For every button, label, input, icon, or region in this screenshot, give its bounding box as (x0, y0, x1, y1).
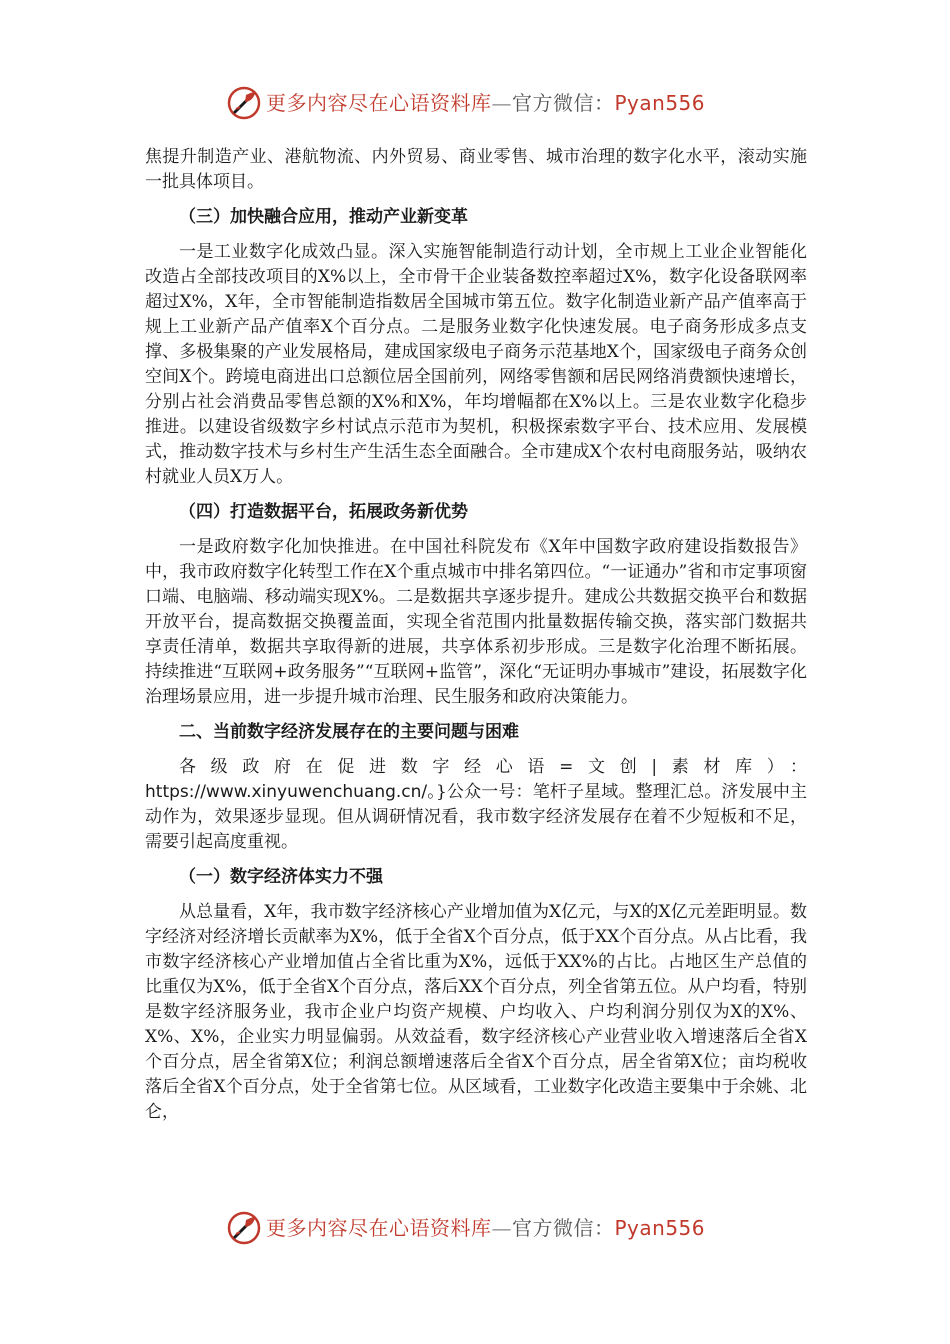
banner-title: 更多内容尽在心语资料库 (266, 91, 492, 115)
intro-text-a: 各级政府在促进数字经心语=文创|素材库）： (179, 757, 807, 777)
continued-paragraph: 焦提升制造产业、港航物流、内外贸易、商业零售、城市治理的数字化水平，滚动实施一批具体项目。 (145, 147, 807, 192)
banner-wechat-id: Pyan556 (614, 91, 706, 115)
footer-watermark-banner (0, 1208, 950, 1252)
banner-text (266, 1214, 705, 1242)
banner-wechat-id: Pyan556 (614, 1216, 706, 1240)
document-body (145, 145, 807, 1125)
paragraph-weak-strength: 从总量看，X年，我市数字经济核心产业增加值为X亿元，与X的X亿元差距明显。数字经济对经济增长贡献率为X%，低于全省X个百分点，低于XX个百分点。从占比看，我市数字经济核心产业增加值占全省比重为X%，远低于XX%的占比。占地区生产总值的比重仅为X%，低于全省X个百分点，落后XX个百分点，列全省第五位。从户均看，特别是数字经济服务业，我市企业户均资产规模、户均收入、户均利润分别仅为X的X%、X%、X%，企业实力明显偏弱。从效益看，数字经济核心产业营业收入增速落后全省X个百分点，居全省第X位；利润总额增速落后全省X个百分点，居全省第X位；亩均税收落后全省X个百分点，处于全省第七位。从区域看，工业数字化改造主要集中于余姚、北仑， (145, 902, 807, 1122)
chapter-heading-2: 二、当前数字经济发展存在的主要问题与困难 (179, 722, 519, 742)
section-heading-4: （四）打造数据平台，拓展政务新优势 (179, 502, 468, 522)
quill-logo-icon (226, 85, 262, 121)
source-url-link[interactable]: https://www.xinyuwenchuang.cn/ (145, 782, 428, 802)
banner-title: 更多内容尽在心语资料库 (266, 1216, 492, 1240)
banner-wechat-label: 官方微信： (512, 91, 615, 115)
paragraph-problems-intro (145, 755, 807, 855)
intro-text-b: 。}公众一号：笔杆子星域。整理汇总。济发展中主动作为，效果逐步显现。但从调研情况看，我市数字经济发展存在着不少短板和不足，需要引起高度重视。 (145, 782, 807, 852)
quill-logo-icon (226, 1210, 262, 1246)
banner-text (266, 89, 705, 117)
paragraph-industrial-digitalization: 一是工业数字化成效凸显。深入实施智能制造行动计划，全市规上工业企业智能化改造占全部技改项目的X%以上，全市骨干企业装备数控率超过X%，数字化设备联网率超过X%，X年，全市智能制造指数居全国城市第五位。数字化制造业新产品产值率高于规上工业新产品产值率X个百分点。二是服务业数字化快速发展。电子商务形成多点支撑、多极集聚的产业发展格局，建成国家级电子商务示范基地X个，国家级电子商务众创空间X个。跨境电商进出口总额位居全国前列，网络零售额和居民网络消费额快速增长，分别占社会消费品零售总额的X%和X%，年均增幅都在X%以上。三是农业数字化稳步推进。以建设省级数字乡村试点示范市为契机，积极探索数字平台、技术应用、发展模式，推动数字技术与乡村生产生活生态全面融合。全市建成X个农村电商服务站，吸纳农村就业人员X万人。 (145, 242, 807, 487)
paragraph-government-digitalization: 一是政府数字化加快推进。在中国社科院发布《X年中国数字政府建设指数报告》中，我市政府数字化转型工作在X个重点城市中排名第四位。“一证通办”省和市定事项窗口端、电脑端、移动端实现X%。二是数据共享逐步提升。建成公共数据交换平台和数据开放平台，提高数据交换覆盖面，实现全省范围内批量数据传输交换，落实部门数据共享责任清单，数据共享取得新的进展，共享体系初步形成。三是数字化治理不断拓展。持续推进“互联网+政务服务”“互联网+监管”，深化“无证明办事城市”建设，拓展数字化治理场景应用，进一步提升城市治理、民生服务和政府决策能力。 (145, 537, 807, 707)
header-watermark-banner (0, 83, 950, 127)
section-heading-3: （三）加快融合应用，推动产业新变革 (179, 207, 468, 227)
banner-wechat-label: 官方微信： (512, 1216, 615, 1240)
section-heading-1: （一）数字经济体实力不强 (179, 867, 383, 887)
banner-dash: — (491, 1216, 512, 1240)
banner-dash: — (491, 91, 512, 115)
